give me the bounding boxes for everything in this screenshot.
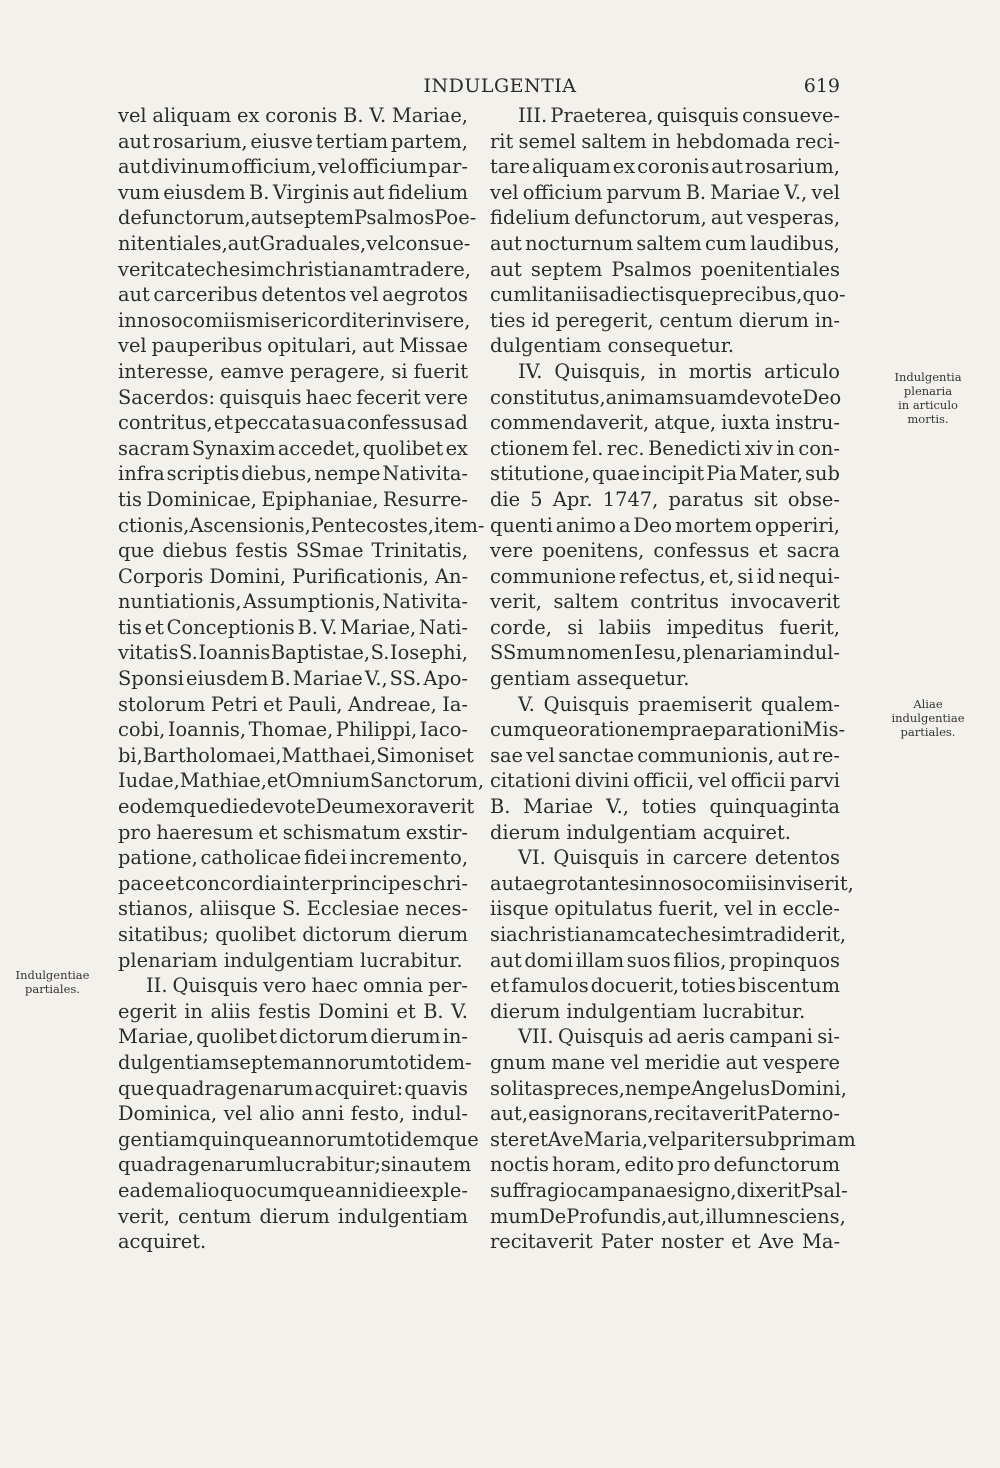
text-line: stianos, aliisque S. Ecclesiae neces-	[118, 897, 468, 921]
text-line: cumque orationem praeparationi Mis-	[490, 718, 846, 742]
text-line: ctionem fel. rec. Benedicti xiv in con-	[490, 436, 840, 460]
margin-note-partial-indulgences	[5, 968, 100, 996]
left-column	[118, 103, 485, 1255]
text-line: gentiam assequetur.	[490, 667, 690, 691]
text-line: patione, catholicae fidei incremento,	[118, 846, 468, 870]
text-line: sitatibus; quolibet dictorum dierum	[118, 923, 468, 946]
text-line: commendaverit, atque, iuxta instru-	[490, 411, 840, 435]
text-line: aut divinum officium, vel officium par-	[118, 155, 468, 179]
text-line: fidelium defunctorum, aut vesperas,	[490, 206, 840, 230]
text-line: dierum indulgentiam acquiret.	[490, 820, 791, 844]
page-number: 619	[803, 75, 840, 97]
text-line: verit catechesim christianam tradere,	[118, 257, 471, 281]
margin-note-line: partiales.	[900, 725, 956, 739]
text-line: die 5 Apr. 1747, paratus sit obse-	[490, 487, 840, 511]
text-line: in nosocomiis misericorditer invisere,	[118, 308, 471, 332]
text-line: dulgentiam consequetur.	[490, 334, 735, 358]
text-line: sae vel sanctae communionis, aut re-	[490, 743, 840, 767]
text-line: plenariam indulgentiam lucrabitur.	[118, 948, 463, 972]
text-line: Dominica, vel alio anni festo, indul-	[118, 1102, 468, 1126]
text-line: aut aegrotantes in nosocomiis inviserit,	[490, 871, 854, 895]
text-line: dierum indulgentiam lucrabitur.	[490, 999, 806, 1023]
margin-note-line: Indulgentia	[894, 370, 962, 384]
text-line: V. Quisquis praemiserit qualem-	[518, 692, 840, 716]
text-line: quadragenarum lucrabitur; sin autem	[118, 1153, 472, 1177]
margin-note-line: partiales.	[25, 982, 80, 996]
text-line: eadem alio quocumque anni die exple-	[118, 1178, 468, 1202]
text-line: aut domi illam suos filios, propinquos	[490, 948, 840, 972]
text-line: Sponsi eiusdem B. Mariae V., SS. Apo-	[118, 667, 468, 691]
text-line: nuntiationis, Assumptionis, Nativita-	[118, 590, 468, 614]
text-line: quenti animo a Deo mortem opperiri,	[490, 513, 840, 537]
text-line: IV. Quisquis, in mortis articulo	[518, 359, 840, 383]
text-line: bi, Bartholomaei, Matthaei, Simonis et	[118, 743, 474, 767]
text-line: eodemque die devote Deum exoraverit	[118, 795, 475, 819]
text-line: constitutus, animam suam devote Deo	[490, 385, 842, 409]
text-line: cobi, Ioannis, Thomae, Philippi, Iaco-	[118, 718, 468, 742]
text-line: ctionis, Ascensionis, Pentecostes, item-	[118, 513, 485, 537]
margin-note-other-partial-indulgences	[868, 697, 988, 739]
text-line: que quadragenarum acquiret: quavis	[118, 1076, 468, 1100]
text-line: ster et Ave Maria, vel pariter sub primam	[490, 1127, 856, 1151]
text-line: verit, saltem contritus invocaverit	[490, 590, 840, 614]
text-line: vitatis S. Ioannis Baptistae, S. Iosephi,	[118, 641, 468, 665]
text-line: gentiam quinque annorum totidemque	[118, 1127, 479, 1151]
text-line: cum litaniis adiectisque precibus, quo-	[490, 283, 846, 307]
margin-note-line: indulgentiae	[891, 711, 965, 725]
text-line: sacram Synaxim accedet, quolibet ex	[118, 436, 468, 460]
text-line: III. Praeterea, quisquis consueve-	[518, 104, 840, 127]
text-line: aut rosarium, eiusve tertiam partem,	[118, 129, 468, 153]
text-line: stolorum Petri et Pauli, Andreae, Ia-	[118, 692, 468, 716]
text-line: Corporis Domini, Purificationis, An-	[118, 564, 468, 588]
margin-note-line: Aliae	[913, 697, 943, 711]
text-line: tis et Conceptionis B. V. Mariae, Nati-	[118, 615, 468, 639]
text-line: que diebus festis SSmae Trinitatis,	[118, 539, 468, 563]
text-line: et famulos docuerit, toties biscentum	[490, 974, 840, 998]
text-line: acquiret.	[118, 1230, 207, 1254]
text-line: vum eiusdem B. Virginis aut fidelium	[118, 180, 468, 204]
text-line: sia christianam catechesim tradiderit,	[490, 923, 847, 946]
text-line: iisque opitulatus fuerit, vel in eccle-	[490, 897, 840, 921]
text-line: communione refectus, et, si id nequi-	[490, 564, 840, 588]
text-line: vel aliquam ex coronis B. V. Mariae,	[118, 104, 468, 127]
text-line: SSmum nomen Iesu, plenariam indul-	[490, 641, 840, 665]
text-line: verit, centum dierum indulgentiam	[118, 1204, 468, 1228]
text-line: dulgentiam septem annorum totidem-	[118, 1050, 472, 1074]
text-line: defunctorum, aut septem Psalmos Poe-	[118, 206, 477, 230]
text-line: B. Mariae V., toties quinquaginta	[490, 795, 840, 819]
text-line: vel officium parvum B. Mariae V., vel	[490, 180, 840, 204]
margin-note-plenary-indulgence	[868, 370, 988, 426]
text-line: rit semel saltem in hebdomada reci-	[490, 129, 840, 153]
text-line: recitaverit Pater noster et Ave Ma-	[490, 1230, 840, 1254]
text-line: aut, eas ignorans, recitaverit Pater no-	[490, 1102, 840, 1126]
text-line: solitas preces, nempe Angelus Domini,	[490, 1076, 847, 1100]
text-line: nitentiales, aut Graduales, vel consue-	[118, 231, 471, 255]
text-line: II. Quisquis vero haec omnia per-	[146, 974, 468, 998]
right-column	[490, 103, 856, 1255]
text-line: Mariae, quolibet dictorum dierum in-	[118, 1025, 468, 1049]
text-line: VI. Quisquis in carcere detentos	[518, 846, 840, 870]
text-line: noctis horam, edito pro defunctorum	[490, 1153, 840, 1177]
text-line: VII. Quisquis ad aeris campani si-	[518, 1025, 840, 1049]
text-line: mum De Profundis, aut, illum nesciens,	[490, 1204, 846, 1228]
text-line: ties id peregerit, centum dierum in-	[490, 308, 840, 332]
text-line: tis Dominicae, Epiphaniae, Resurre-	[118, 487, 468, 511]
margin-note-line: in articulo	[898, 398, 958, 412]
text-line: vere poenitens, confessus et sacra	[490, 539, 840, 563]
text-line: citationi divini officii, vel officii parvi	[490, 769, 840, 793]
text-line: Sacerdos: quisquis haec fecerit vere	[118, 385, 468, 409]
text-line: aut nocturnum saltem cum laudibus,	[490, 231, 840, 255]
text-line: aut carceribus detentos vel aegrotos	[118, 283, 468, 307]
text-line: pace et concordia inter principes chri-	[118, 871, 468, 895]
margin-note-line: plenaria	[903, 384, 953, 398]
text-line: gnum mane vel meridie aut vespere	[490, 1050, 840, 1074]
text-line: aut septem Psalmos poenitentiales	[490, 257, 840, 281]
text-line: egerit in aliis festis Domini et B. V.	[118, 999, 468, 1023]
text-line: corde, si labiis impeditus fuerit,	[490, 615, 840, 639]
text-line: vel pauperibus opitulari, aut Missae	[118, 334, 468, 358]
text-line: stitutione, quae incipit Pia Mater, sub	[490, 462, 840, 486]
margin-note-line: Indulgentiae	[15, 968, 90, 982]
text-line: Iudae, Mathiae, et Omnium Sanctorum,	[118, 769, 484, 793]
text-line: tare aliquam ex coronis aut rosarium,	[490, 155, 840, 179]
text-line: pro haeresum et schismatum exstir-	[118, 820, 468, 844]
text-line: interesse, eamve peragere, si fuerit	[118, 359, 468, 383]
running-title: INDULGENTIA	[423, 75, 577, 97]
text-line: infra scriptis diebus, nempe Nativita-	[118, 462, 468, 486]
text-line: contritus, et peccata sua confessus ad	[118, 411, 468, 435]
margin-note-line: mortis.	[907, 412, 949, 426]
text-line: suffragio campanae signo, dixerit Psal-	[490, 1178, 848, 1202]
